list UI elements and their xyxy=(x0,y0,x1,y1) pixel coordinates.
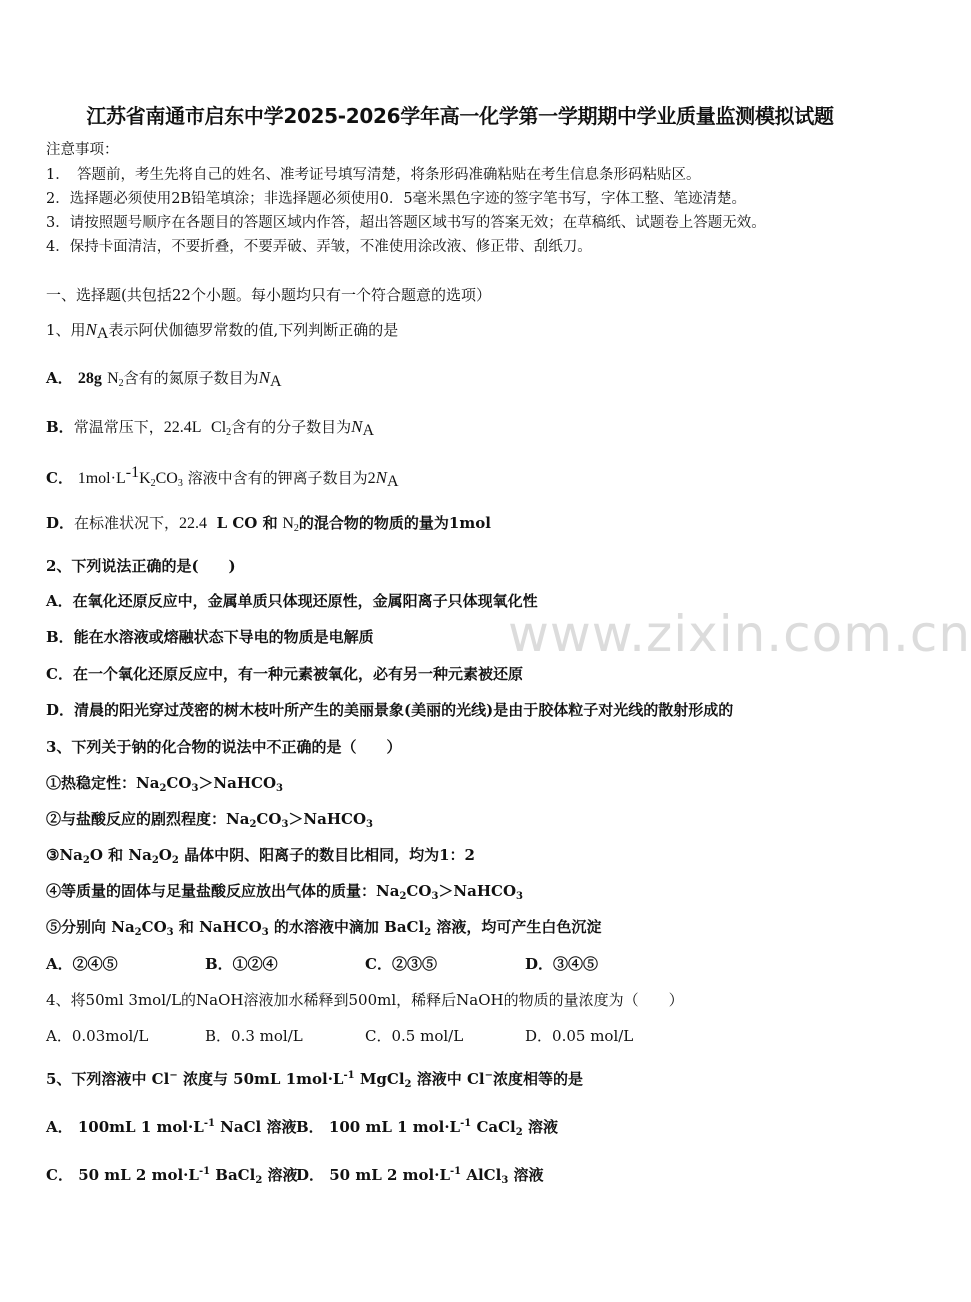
q2-stem: 2、下列说法正确的是( ) xyxy=(46,557,236,575)
notice-item-3: 3．请按照题号顺序在各题目的答题区域内作答，超出答题区域书写的答案无效；在草稿纸、试题卷上答题无效。 xyxy=(46,215,766,231)
q3-statement-3: $③Na_2O$ 和 $Na_2O_2$ 晶体中阴、阳离子的数目比相同，均为1：2 xyxy=(46,846,475,866)
q3-statement-4: ④等质量的固体与足量盐酸反应放出气体的质量：$Na_2CO_3>NaHCO_3$ xyxy=(46,882,523,902)
q5-option-c: C． 50 mL 2 $mol\cdot L^{-1}$ BaCl$_2$ 溶液 xyxy=(46,1166,298,1186)
q3-statement-2: ②与盐酸反应的剧烈程度：$Na_2CO_3>NaHCO_3$ xyxy=(46,810,373,830)
q2-option-b: B．能在水溶液或熔融状态下导电的物质是电解质 xyxy=(46,628,374,646)
q2-option-d: D．清晨的阳光穿过茂密的树木枝叶所产生的美丽景象(美丽的光线)是由于胶体粒子对光线的散射形成的 xyxy=(46,701,734,719)
notice-heading: 注意事项： xyxy=(46,142,119,158)
notice-item-2: 2．选择题必须使用2B铅笔填涂；非选择题必须使用0．5毫米黑色字迹的签字笔书写，字体工整、笔迹清楚。 xyxy=(46,191,747,207)
q3-statement-1: ①热稳定性：$Na_2CO_3>NaHCO_3$ xyxy=(46,774,283,794)
q3-stem: 3、下列关于钠的化合物的说法中不正确的是（ ） xyxy=(46,738,402,756)
q4-option-a: A．0.03mol/L xyxy=(46,1027,149,1045)
q5-option-a: A． 100mL 1 $mol\cdot L^{-1}$ NaCl 溶液 xyxy=(46,1118,297,1136)
page-title: 江苏省南通市启东中学2025-2026学年高一化学第一学期期中学业质量监测模拟试题 xyxy=(86,104,834,128)
q4-option-d: D．0.05 mol/L xyxy=(525,1027,634,1045)
notice-item-1: 1． 答题前，考生先将自己的姓名、准考证号填写清楚，将条形码准确粘贴在考生信息条形码粘贴区。 xyxy=(46,167,701,183)
q5-option-b: B． 100 mL 1 $mol\cdot L^{-1}$ CaCl$_2$ 溶液 xyxy=(296,1118,558,1138)
q4-option-c: C．0.5 mol/L xyxy=(365,1027,464,1045)
q4-option-b: B．0.3 mol/L xyxy=(205,1027,303,1045)
notice-item-4: 4．保持卡面清洁，不要折叠，不要弄破、弄皱，不准使用涂改液、修正带、刮纸刀。 xyxy=(46,239,592,255)
q3-option-a: A．②④⑤ xyxy=(46,955,118,973)
q3-statement-5: ⑤分别向 $Na_2CO_3$ 和 NaHCO$_3$ 的水溶液中滴加 BaCl$_2$ 溶液，均可产生白色沉淀 xyxy=(46,918,602,938)
q3-option-b: B．①②④ xyxy=(205,955,278,973)
q1-option-b: B．常温常压下，22.4L $Cl_2$含有的分子数目为$N_A$ xyxy=(46,417,375,439)
section-heading: 一、选择题(共包括22个小题。每小题均只有一个符合题意的选项） xyxy=(46,286,491,304)
q1-option-c: C． $1mol\cdot L^{-1}K_2CO_3$ 溶液中含有的钾离子数目为$2N_A$ xyxy=(46,464,399,490)
q1-option-d: D．在标准状况下，22.4 L CO 和 $N_2$的混合物的物质的量为1mol xyxy=(46,514,491,534)
q5-option-d: D． 50 mL 2 $mol\cdot L^{-1}$ AlCl$_3$ 溶液 xyxy=(296,1166,544,1186)
q4-stem: 4、将50ml 3mol/L的NaOH溶液加水稀释到500ml，稀释后NaOH的物质的量浓度为（ ） xyxy=(46,991,684,1009)
q1-option-a: A． 28g $N_2$含有的氮原子数目为$N_A$ xyxy=(46,368,282,390)
q3-option-c: C．②③⑤ xyxy=(365,955,437,973)
q2-option-a: A．在氧化还原反应中，金属单质只体现还原性，金属阳离子只体现氧化性 xyxy=(46,592,538,610)
q5-stem: 5、下列溶液中 Cl− 浓度与 50mL $1mol\cdot L^{-1}$ MgCl$_2$ 溶液中 Cl−浓度相等的是 xyxy=(46,1070,584,1090)
watermark: www.zixin.com.cn xyxy=(508,605,971,663)
q3-option-d: D．③④⑤ xyxy=(525,955,599,973)
q2-option-c: C．在一个氧化还原反应中，有一种元素被氧化，必有另一种元素被还原 xyxy=(46,665,523,683)
q1-stem: 1、用$N_A$表示阿伏伽德罗常数的值,下列判断正确的是 xyxy=(46,320,399,342)
